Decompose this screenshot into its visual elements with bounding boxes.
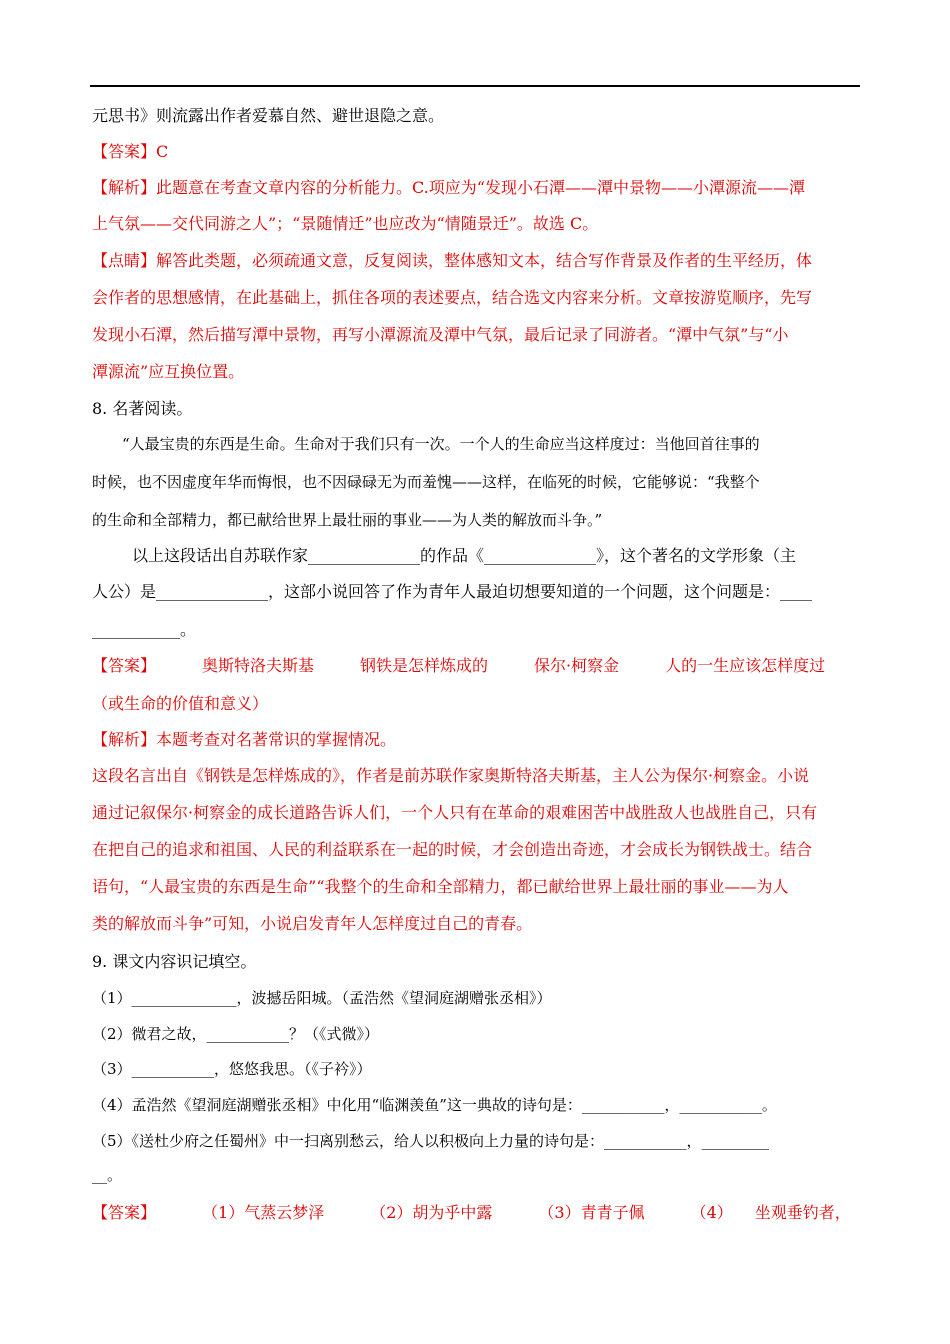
question-line: ___________。 — [92, 620, 197, 639]
answer-line: 【答案】C — [92, 142, 169, 161]
answer-row-8 — [92, 656, 825, 676]
question-line: 人公）是______________，这部小说回答了作为青年人最迫切想要知道的一个问题，这个问题是：____ — [92, 582, 813, 601]
note-line: 【点睛】解答此类题，必须疏通文意，反复阅读，整体感知文本，结合写作背景及作者的生平经历，体 — [92, 251, 813, 270]
fill-item: （1）______________，波撼岳阳城。（孟浩然《望洞庭湖赠张丞相》） — [92, 989, 552, 1007]
answer-item: （4） — [690, 1203, 733, 1222]
note-line: 会作者的思想感情，在此基础上，抓住各项的表述要点，结合选文内容来分析。文章按游览顺序，先写 — [92, 288, 813, 307]
answer-label: 【答案】 — [92, 656, 157, 675]
analysis-head: 【解析】本题考查对名著常识的掌握情况。 — [92, 730, 397, 749]
fill-item: __。 — [92, 1166, 123, 1184]
analysis-line: 【解析】此题意在考查文章内容的分析能力。C.项应为“发现小石潭——潭中景物——小潭源流——潭 — [92, 178, 805, 197]
fill-item: （4）孟浩然《望洞庭湖赠张丞相》中化用“临渊羡鱼”这一典故的诗句是：___________，___________。 — [92, 1096, 777, 1114]
analysis-line: 这段名言出自《钢铁是怎样炼成的》，作者是前苏联作家奥斯特洛夫斯基，主人公为保尔·柯察金。小说 — [92, 766, 810, 785]
fill-item: （5）《送杜少府之任蜀州》中一扫离别愁云，给人以积极向上力量的诗句是：___________，_________ — [92, 1132, 770, 1150]
answer-item: 保尔·柯察金 — [534, 656, 620, 675]
answer-item: 奥斯特洛夫斯基 — [202, 656, 315, 675]
answer-row-9 — [92, 1203, 851, 1223]
analysis-line: 上气氛——交代同游之人”；“景随情迁”也应改为“情随景迁”。故选 C。 — [92, 214, 599, 233]
answer-label: 【答案】 — [92, 1203, 157, 1222]
answer-item: （2）胡为乎中露 — [370, 1203, 493, 1222]
answer-item: 钢铁是怎样炼成的 — [360, 656, 489, 675]
quote-line: 时候，也不因虚度年华而悔恨，也不因碌碌无为而羞愧——这样，在临死的时候，它能够说：“我整个 — [92, 473, 760, 491]
analysis-line: 在把自己的追求和祖国、人民的利益联系在一起的时候，才会创造出奇迹，才会成长为钢铁战士。结合 — [92, 840, 813, 859]
answer-item: 坐观垂钓者， — [754, 1203, 851, 1222]
fill-item: （3）___________，悠悠我思。（《子衿》） — [92, 1060, 372, 1078]
answer-cont: （或生命的价值和意义） — [92, 694, 269, 713]
analysis-line: 语句，“人最宝贵的东西是生命”“我整个的生命和全部精力，都已献给世界上最壮丽的事业——为人 — [92, 877, 789, 896]
question-9-title: 9. 课文内容识记填空。 — [92, 952, 257, 971]
answer-item: （3）青青子佩 — [538, 1203, 645, 1222]
note-line: 潭源流”应互换位置。 — [92, 362, 245, 381]
header-rule — [90, 85, 860, 87]
quote-line: “人最宝贵的东西是生命。生命对于我们只有一次。一个人的生命应当这样度过：当他回首往事的 — [122, 435, 760, 453]
answer-item: 人的一生应该怎样度过 — [665, 656, 826, 675]
answer-item: （1）气蒸云梦泽 — [202, 1203, 325, 1222]
note-line: 发现小石潭，然后描写潭中景物，再写小潭源流及潭中气氛，最后记录了同游者。“潭中气氛”与“小 — [92, 325, 789, 344]
question-line: 以上这段话出自苏联作家______________的作品《______________》，这个著名的文学形象（主 — [132, 546, 797, 565]
analysis-line: 通过记叙保尔·柯察金的成长道路告诉人们，一个人只有在革命的艰难困苦中战胜敌人也战胜自己，只有 — [92, 803, 818, 822]
text-line: 元思书》则流露出作者爱慕自然、避世退隐之意。 — [92, 106, 445, 125]
quote-line: 的生命和全部精力，都已献给世界上最壮丽的事业——为人类的解放而斗争。” — [92, 511, 603, 529]
analysis-line: 类的解放而斗争”可知，小说启发青年人怎样度过自己的青春。 — [92, 914, 533, 933]
fill-item: （2）微君之故，___________？（《式微》） — [92, 1025, 380, 1043]
question-8-title: 8. 名著阅读。 — [92, 399, 193, 418]
